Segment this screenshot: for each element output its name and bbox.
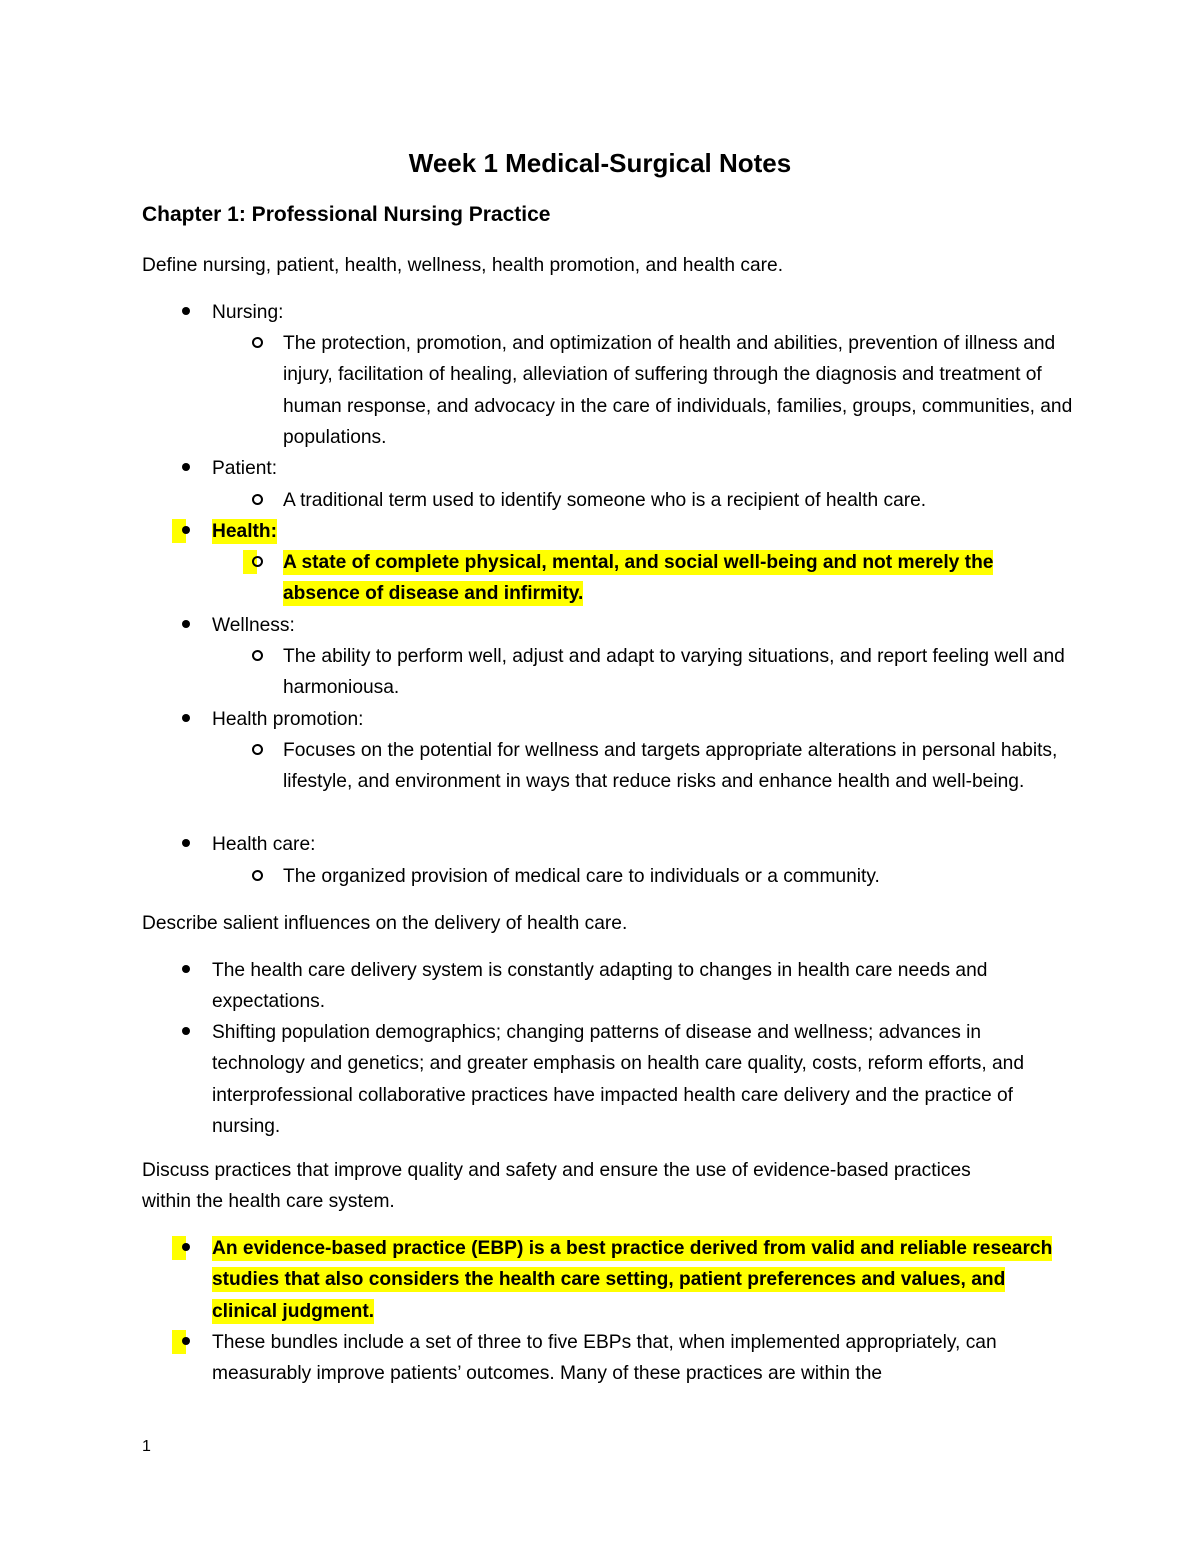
definition-health-promotion: [283, 735, 1073, 798]
definition-patient: [283, 485, 1073, 516]
list-item-wellness: [212, 610, 1072, 641]
bullet-circle-icon: [247, 641, 267, 672]
document-title: Week 1 Medical-Surgical Notes: [408, 148, 792, 178]
bullet-disc-icon: [176, 1233, 196, 1264]
definition-text: The ability to perform well, adjust and adapt to varying situations, and report feeling well and harmoniousa.: [283, 646, 1065, 699]
bullet-disc-icon: [176, 704, 196, 735]
definition-text: A traditional term used to identify someone who is a recipient of health care.: [283, 490, 927, 511]
bullet-circle-icon: [247, 861, 267, 892]
bullet-circle-icon: [247, 328, 267, 359]
term-label: Health promotion:: [212, 709, 364, 730]
bullet-circle-icon: [247, 547, 267, 578]
definition-nursing: [283, 328, 1073, 453]
bullet-disc-icon: [176, 1327, 196, 1358]
section2-prompt: Describe salient influences on the delivery of health care.: [142, 913, 628, 934]
definition-health-care: [283, 861, 1073, 892]
list-item: [212, 955, 1072, 1018]
bullet-disc-icon: [176, 516, 196, 547]
term-label: Health care:: [212, 834, 316, 855]
list-item-nursing: [212, 297, 1072, 328]
bullet-disc-icon: [176, 1017, 196, 1048]
bullet-circle-icon: [247, 485, 267, 516]
bullet-disc-icon: [176, 453, 196, 484]
list-item-highlighted: [212, 1233, 1072, 1327]
list-item-text: These bundles include a set of three to five EBPs that, when implemented appropriately, can measurably improve patients’ outcomes. Many of these practices are within the: [212, 1332, 997, 1385]
bullet-disc-icon: [176, 829, 196, 860]
term-label: Nursing:: [212, 302, 284, 323]
list-item-health-care: [212, 829, 1072, 860]
section1-prompt: Define nursing, patient, health, wellness, health promotion, and health care.: [142, 255, 784, 276]
term-label: Wellness:: [212, 615, 295, 636]
term-label: Patient:: [212, 458, 278, 479]
definition-health: [283, 547, 1073, 610]
list-item-health-promotion: [212, 704, 1072, 735]
list-item-patient: [212, 453, 1072, 484]
bullet-circle-icon: [247, 735, 267, 766]
bullet-disc-icon: [176, 297, 196, 328]
definition-text: Focuses on the potential for wellness and targets appropriate alterations in personal habits, lifestyle, and environment in ways that reduce risks and enhance health and well-being.: [283, 740, 1058, 793]
list-item-text: An evidence-based practice (EBP) is a best practice derived from valid and reliable research studies that also considers the health care setting, patient preferences and values, and clinical judgment.: [212, 1238, 1053, 1322]
definition-text: The protection, promotion, and optimization of health and abilities, prevention of illness and injury, facilitation of healing, alleviation of suffering through the diagnosis and treatment of human response, and advocacy in the care of individuals, families, groups, communities, and populations.: [283, 333, 1073, 448]
bullet-disc-icon: [176, 955, 196, 986]
term-label: Health:: [212, 521, 278, 542]
list-item-health: [212, 516, 1072, 547]
list-item: [212, 1327, 1072, 1390]
definition-text: The organized provision of medical care to individuals or a community.: [283, 866, 880, 887]
list-item: [212, 1017, 1072, 1142]
definition-text: A state of complete physical, mental, and social well-being and not merely the absence of disease and infirmity.: [283, 552, 994, 605]
bullet-disc-icon: [176, 610, 196, 641]
chapter-heading: Chapter 1: Professional Nursing Practice: [142, 203, 551, 226]
list-item-text: Shifting population demographics; changing patterns of disease and wellness; advances in technology and genetics; and greater emphasis on health care quality, costs, reform efforts, and interprofessional collaborative practices have impacted health care delivery and the practice of nursing.: [212, 1022, 1025, 1137]
page-number: 1: [142, 1438, 151, 1455]
list-item-text: The health care delivery system is constantly adapting to changes in health care needs and expectations.: [212, 960, 988, 1013]
definition-wellness: [283, 641, 1073, 704]
section3-prompt: Discuss practices that improve quality and safety and ensure the use of evidence-based practices within the health care system.: [142, 1160, 971, 1213]
